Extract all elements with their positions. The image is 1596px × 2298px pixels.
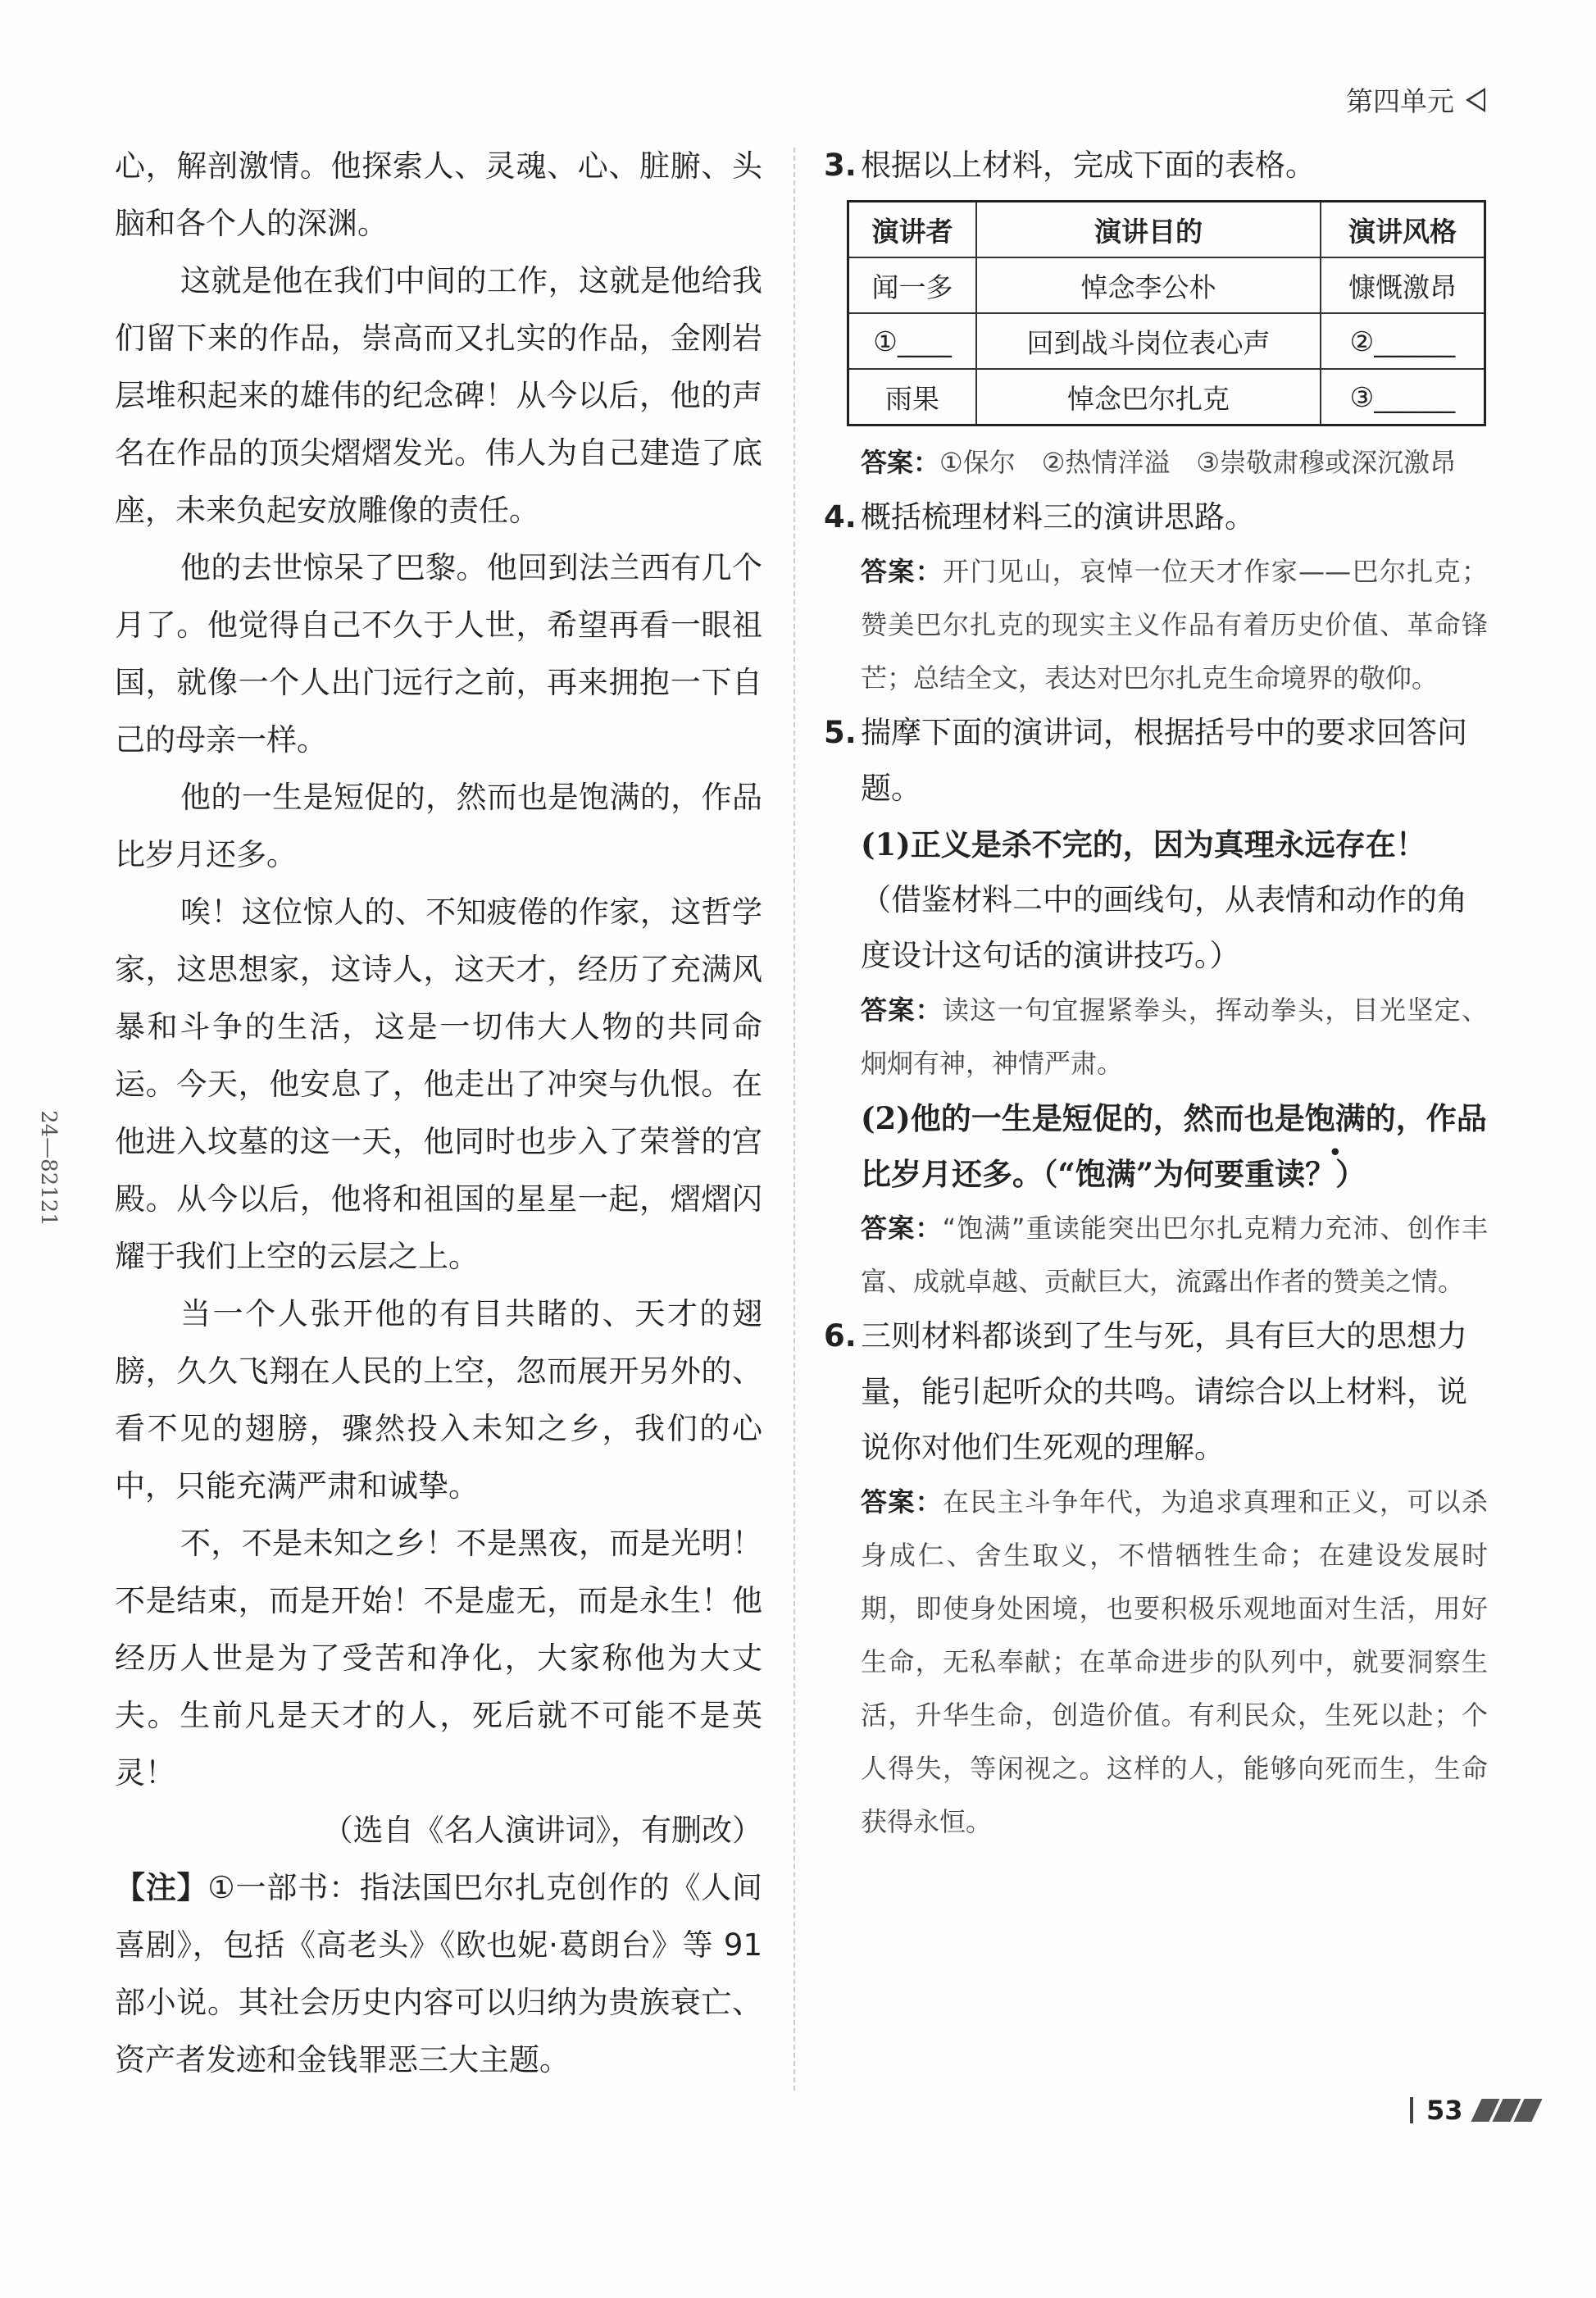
table-header: 演讲目的 [976,202,1321,258]
answer-5-1 [861,984,1488,1090]
divider-bar [1410,2097,1413,2123]
page-number: 53 [1426,2095,1463,2126]
questions-column [824,138,1488,1849]
page-footer [1410,2095,1537,2126]
sub-question-1-quote: (1)正义是杀不完的，因为真理永远存在！ [861,826,1426,862]
table-header: 演讲风格 [1321,202,1485,258]
answer-3 [861,436,1488,489]
unit-label: 第四单元 [1346,85,1454,117]
decorative-stripes-icon [1476,2099,1537,2122]
answer-text: “饱满”重读能突出巴尔扎克精力充沛、创作丰富、成就卓越、贡献巨大，流露出作者的赞美之情。 [861,1213,1488,1297]
passage-paragraph: 他的去世惊呆了巴黎。他回到法兰西有几个月了。他觉得自己不久于人世，希望再看一眼祖国，就像一个人出门远行之前，再来拥抱一下自己的母亲一样。 [115,550,762,758]
answer-label: 答案： [861,556,944,587]
answer-label: 答案： [861,1486,943,1518]
answer-label: 答案： [861,447,940,478]
emphasis-word: 饱满 [1304,1100,1366,1136]
question-4 [824,489,1488,545]
question-text: 概括梳理材料三的演讲思路。 [861,499,1255,535]
table-cell: 闻一多 [848,257,977,313]
answer-text: 读这一句宜握紧拳头，挥动拳头，目光坚定、炯炯有神，神情严肃。 [861,994,1488,1079]
question-number: 6. [824,1318,857,1354]
table-row [848,313,1485,369]
passage-paragraph: 他的一生是短促的，然而也是饱满的，作品比岁月还多。 [115,780,762,872]
table-header: 演讲者 [848,202,977,258]
answer-5-2 [861,1202,1488,1308]
answer-label: 答案： [861,994,943,1026]
table-cell: 雨果 [848,369,977,425]
note-text: ①一部书：指法国巴尔扎克创作的《人间喜剧》，包括《高老头》《欧也妮·葛朗台》等 91 部小说。其社会历史内容可以归纳为贵族衰亡、资产者发迹和金钱罪恶三大主题。 [115,1870,763,2077]
table-cell-blank[interactable]: ①____ [848,313,977,369]
sub-question-2: (2)他的一生是短促的，然而也是饱满的，作品比岁月还多。（“饱满”为何要重读？） [861,1100,1487,1192]
table-header-row [848,202,1485,258]
table-cell-blank[interactable]: ②______ [1321,313,1485,369]
question-text: 三则材料都谈到了生与死，具有巨大的思想力量，能引起听众的共鸣。请综合以上材料，说说你对他们生死观的理解。 [861,1318,1467,1465]
reading-passage [115,138,762,2089]
answer-text: 在民主斗争年代，为追求真理和正义，可以杀身成仁、舍生取义，不惜牺牲生命；在建设发展时期，即使身处困境，也要积极乐观地面对生活，用好生命，无私奉献；在革命进步的队列中，就要洞察生活，升华生命，创造价值。有利民众，生死以赴；个人得失，等闲视之。这样的人，能够向死而生，生命获得永恒。 [861,1486,1488,1837]
answer-label: 答案： [861,1213,943,1244]
passage-paragraph: 不，不是未知之乡！不是黑夜，而是光明！不是结束，而是开始！不是虚无，而是永生！他经历人世是为了受苦和净化，大家称他为大丈夫。生前凡是天才的人，死后就不可能不是英灵！ [115,1526,762,1791]
page-header [1346,80,1485,119]
question-number: 4. [824,499,857,535]
table-cell: 悼念巴尔扎克 [976,369,1321,425]
question-3 [824,138,1488,193]
question-number: 5. [824,715,857,750]
footnote [115,1859,762,2089]
question-text: 揣摩下面的演讲词，根据括号中的要求回答问题。 [861,715,1467,806]
sub-question-1-requirement: （借鉴材料二中的画线句，从表情和动作的角度设计这句话的演讲技巧。） [861,882,1467,973]
passage-paragraph: 心，解剖激情。他探索人、灵魂、心、脏腑、头脑和各个人的深渊。 [115,148,762,241]
question-text: 根据以上材料，完成下面的表格。 [861,148,1316,183]
source-citation: （选自《名人演讲词》，有删改） [322,1813,762,1848]
speech-table [847,200,1486,426]
column-divider [793,148,795,2091]
table-cell: 悼念李公朴 [976,257,1321,313]
passage-paragraph: 当一个人张开他的有目共睹的、天才的翅膀，久久飞翔在人民的上空，忽而展开另外的、看不见的翅膀，骤然投入未知之乡，我们的心中，只能充满严肃和诚挚。 [115,1296,762,1504]
answer-text: ①保尔 ②热情洋溢 ③崇敬肃穆或深沉激昂 [939,447,1457,478]
passage-paragraph: 这就是他在我们中间的工作，这就是他给我们留下来的作品，崇高而又扎实的作品，金刚岩层堆积起来的雄伟的纪念碑！从今以后，他的声名在作品的顶尖熠熠发光。伟人为自己建造了底座，未来负起安放雕像的责任。 [115,263,762,528]
table-cell-blank[interactable]: ③______ [1321,369,1485,425]
note-label: 【注】 [115,1870,208,1905]
side-code: 24—82121 [36,1110,61,1226]
answer-text: 开门见山，哀悼一位天才作家——巴尔扎克；赞美巴尔扎克的现实主义作品有着历史价值、革命锋芒；总结全文，表达对巴尔扎克生命境界的敬仰。 [861,556,1488,694]
table-cell: 回到战斗岗位表心声 [976,313,1321,369]
answer-4 [861,545,1488,705]
passage-paragraph: 唉！这位惊人的、不知疲倦的作家，这哲学家，这思想家，这诗人，这天才，经历了充满风暴和斗争的生活，这是一切伟大人物的共同命运。今天，他安息了，他走出了冲突与仇恨。在他进入坟墓的这一天，他同时也步入了荣誉的宫殿。从今以后，他将和祖国的星星一起，熠熠闪耀于我们上空的云层之上。 [115,894,762,1274]
table-row [848,257,1485,313]
question-number: 3. [824,148,857,183]
triangle-left-icon [1466,88,1485,112]
table-row [848,369,1485,425]
question-6 [824,1308,1488,1476]
table-cell: 慷慨激昂 [1321,257,1485,313]
question-5 [824,705,1488,817]
answer-6 [861,1476,1488,1849]
